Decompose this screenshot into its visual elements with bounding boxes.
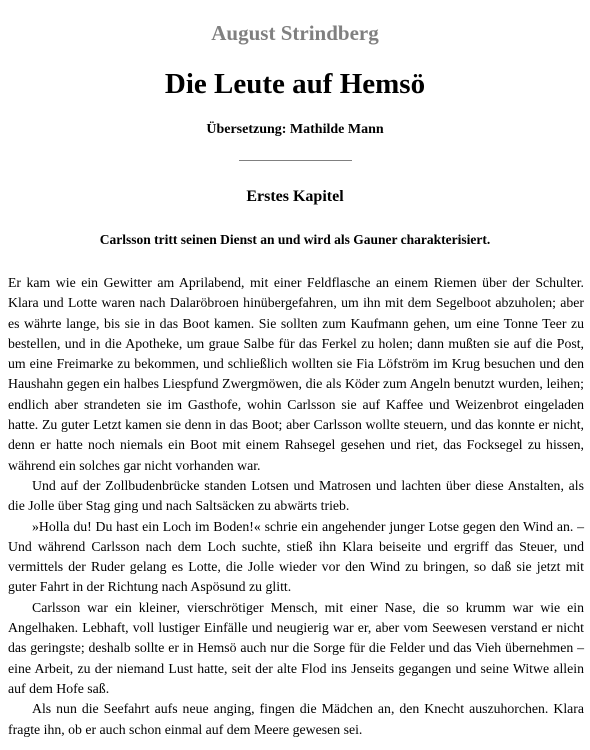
- author-name: August Strindberg: [211, 21, 379, 45]
- chapter-body: [0, 249, 590, 740]
- chapter-summary: Carlsson tritt seinen Dienst an und wird als Gauner charakterisiert.: [99, 232, 491, 247]
- paragraph: »Holla du! Du hast ein Loch im Boden!« schrie ein angehender junger Lotse gegen den Wind an. – Und während Carlsson nach dem Loch suchte, stieß ihn Klara beiseite und ergriff das Steuer, und vermittels der Ruder gelang es Lotte, die Jolle wieder vor den Wind zu bringen, so daß sie jetzt mit guter Fahrt in der Richtung nach Aspösund zu glitt.: [8, 518, 584, 595]
- chapter-heading: Erstes Kapitel: [246, 188, 344, 205]
- translator-credit: Übersetzung: Mathilde Mann: [206, 122, 384, 137]
- book-title: Die Leute auf Hemsö: [164, 68, 426, 100]
- paragraph: Und auf der Zollbudenbrücke standen Lotsen und Matrosen und lachten über diese Anstalten, als die Jolle über Stag ging und nach Saltsäcken zu abwärts trieb.: [8, 477, 584, 514]
- paragraph: Carlsson war ein kleiner, vierschrötiger Mensch, mit einer Nase, die so krumm war wie ein Angelhaken. Lebhaft, voll lustiger Einfälle und neugierig war er, aber vom Seewesen verstand er nicht das geringste; deshalb sollte er in Hemsö auch nur die Sorge für die Felder und das Vieh übernehmen – eine Arbeit, zu der niemand Lust hatte, seit der alte Flod ins Jenseits gegangen und seine Witwe allein auf dem Hofe saß.: [8, 599, 584, 696]
- paragraph: Er kam wie ein Gewitter am Aprilabend, mit einer Feldflasche an einem Riemen über der Schulter. Klara und Lotte waren nach Dalaröbroen hinübergefahren, um ihn mit dem Segelboot abzuholen; aber es währte lange, bis sie in das Boot kamen. Sie sollten zum Kaufmann gehen, um eine Tonne Teer zu bestellen, und in die Apotheke, um graue Salbe für das Ferkel zu holen; dann mußten sie auf die Post, um eine Freimarke zu bekommen, und schließlich wollten sie Fia Löfström im Krug besuchen und den Haushahn gegen ein halbes Liespfund Zwergmöwen, die als Köder zum Angeln benutzt wurden, leihen; endlich aber strandeten sie im Gasthofe, wohin Carlsson sie auf Kaffee und Weizenbrot eingeladen hatte. Zu guter Letzt kamen sie denn in das Boot; aber Carlsson wollte steuern, und das konnte er nicht, denn er hatte noch niemals ein Boot mit einem Rahsegel gesehen und riet, das Focksegel zu hissen, während ein solches gar nicht vorhanden war.: [8, 275, 584, 473]
- paragraph: Als nun die Seefahrt aufs neue anging, fingen die Mädchen an, den Knecht auszuhorchen. Klara fragte ihn, ob er auch schon einmal auf dem Meere gewesen sei.: [8, 701, 584, 737]
